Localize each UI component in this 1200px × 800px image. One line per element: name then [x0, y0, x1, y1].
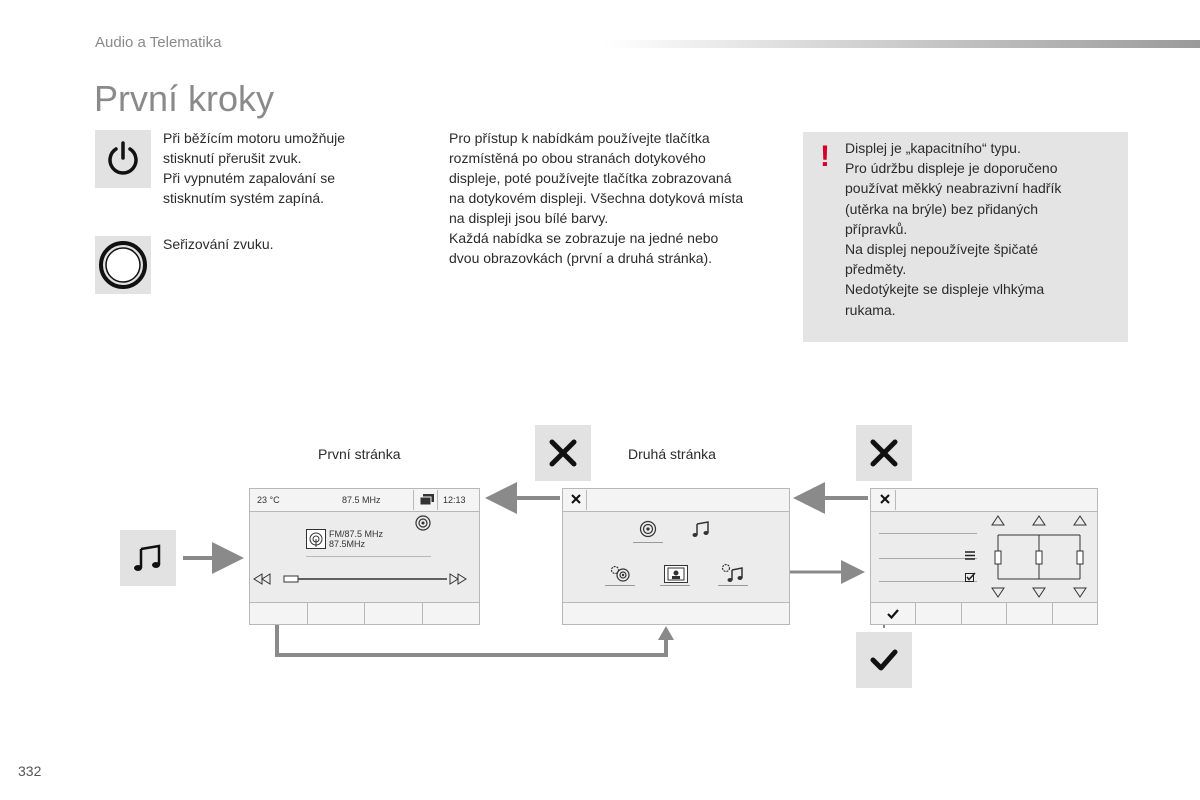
screen1-frequency: 87.5 MHz: [342, 495, 381, 505]
arrow-screen1-to-screen2: [277, 622, 666, 655]
menu-access-description: Pro přístup k nabídkám používejte tlačítka rozmístěná po obou stranách dotykového displeje, poté používejte tlačítka zobrazovaná na dotykovém displeji. Všechna dotyková místa na displeji jsou bílé barvy. Každá nabídka se zobrazuje na jedné nebo dvou obrazovkách (první a druhá stránka).: [449, 130, 744, 266]
screen1-status-bar: [250, 489, 479, 512]
screen-first-page: [249, 488, 480, 625]
first-page-label: První stránka: [318, 446, 401, 462]
warning-exclamation-icon: !: [820, 140, 830, 173]
section-title: Audio a Telematika: [95, 34, 222, 51]
screen3-bottom-bar: [871, 602, 1097, 624]
station-info: FM/87.5 MHz 87.5MHz: [329, 529, 384, 549]
screen3-bottom-cell[interactable]: [1053, 603, 1097, 624]
power-description: Při běžícím motoru umožňuje stisknutí přerušit zvuk. Při vypnutém zapalování se stisknutím systém zapíná.: [163, 130, 346, 206]
knob-description: Seřizování zvuku.: [163, 236, 274, 252]
equalizer-sliders[interactable]: [987, 515, 1095, 599]
screen3-bottom-cell[interactable]: [962, 603, 1007, 624]
screen2-close-icon[interactable]: [571, 494, 581, 504]
screen1-bottom-cell[interactable]: [308, 603, 366, 624]
screen3-bottom-cell[interactable]: [916, 603, 961, 624]
check-icon: [887, 609, 899, 619]
radio-antenna-icon[interactable]: [415, 515, 431, 536]
music-note-icon[interactable]: [691, 519, 711, 544]
screen3-confirm-cell[interactable]: [871, 603, 916, 624]
page-number: 332: [18, 763, 42, 779]
screen2-bottom-bar: [563, 602, 789, 624]
page-title: První kroky: [94, 78, 275, 119]
warning-note-text: Displej je „kapacitního“ typu. Pro údržbu displeje je doporučeno používat měkký neabrazivní hadřík (utěrka na brýle) bez přidaných přípravků. Na displej nepoužívejte špičaté předměty. Nedotýkejte se displeje vlhkýma rukama.: [845, 140, 1062, 318]
radio-antenna-icon[interactable]: [639, 520, 657, 543]
list-icon[interactable]: [965, 547, 975, 565]
screen3-close-icon[interactable]: [880, 494, 890, 504]
screen2-top-bar: [563, 489, 789, 512]
screen1-bottom-cell[interactable]: [423, 603, 480, 624]
second-page-label: Druhá stránka: [628, 446, 716, 462]
checkbox-icon[interactable]: [965, 569, 976, 587]
screen-second-page: [562, 488, 790, 625]
screen1-bottom-bar: [250, 602, 479, 624]
screen1-bottom-cell[interactable]: [365, 603, 423, 624]
screen1-time: 12:13: [443, 495, 466, 505]
screen2-bottom-cell: [563, 603, 789, 624]
screen-settings-page: [870, 488, 1098, 625]
seek-slider[interactable]: [252, 572, 477, 586]
screen1-bottom-cell[interactable]: [250, 603, 308, 624]
screen1-temperature: 23 °C: [257, 495, 280, 505]
pages-icon: [420, 494, 434, 507]
screen3-top-bar: [871, 489, 1097, 512]
screen3-bottom-cell[interactable]: [1007, 603, 1052, 624]
station-radio-icon: [306, 529, 326, 554]
